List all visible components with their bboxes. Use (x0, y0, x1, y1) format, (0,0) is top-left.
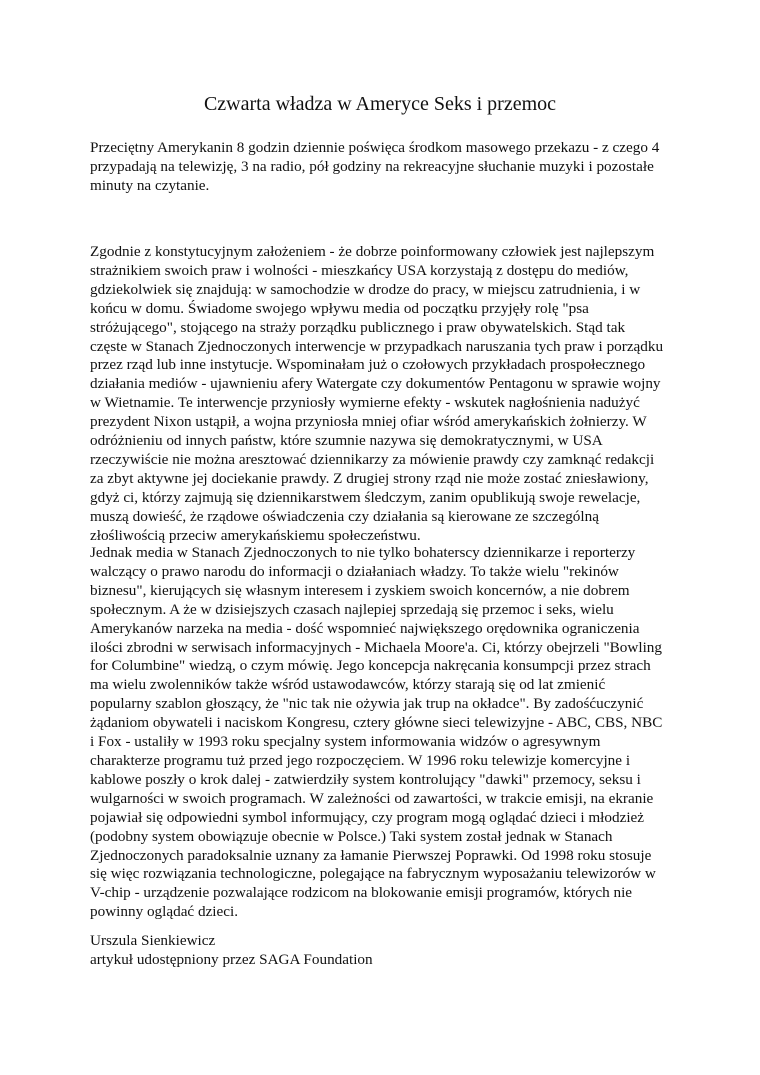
text-line: strażnikiem swoich praw i wolności - mieszkańcy USA korzystają z dostępu do mediów, (90, 261, 629, 279)
text-line: for Columbine" wiedzą, o czym mówię. Jego koncepcja nakręcania konsumpcji przez strach (90, 657, 651, 675)
text-line: ma wielu zwolenników także wśród ustawodawców, którzy starają się od lat zmienić (90, 676, 606, 694)
text-line: V-chip - urządzenie pozwalające rodzicom na blokowanie emisji programów, których nie (90, 884, 633, 902)
text-line: kablowe poszły o krok dalej - zatwierdziły system kontrolujący "dawki" przemocy, seksu i (90, 770, 641, 788)
text-line: powinny oglądać dzieci. (90, 903, 239, 921)
text-line: końcu w domu. Świadome swojego wpływu media od początku przyjęły rolę "psa (90, 299, 589, 317)
paragraph-intro (90, 139, 675, 196)
text-line: przypadają na telewizję, 3 na radio, pół godziny na rekreacyjne słuchanie muzyki i pozostałe (90, 157, 654, 175)
signature-block (90, 932, 675, 970)
text-line: złośliwością przeciw amerykańskiemu społeczeństwu. (90, 526, 421, 544)
paragraph-watchdog (90, 243, 675, 546)
page-title: Czwarta władza w Ameryce Seks i przemoc (203, 93, 557, 115)
text-line: (podobny system obowiązuje obecnie w Polsce.) Taki system został jednak w Stanach (90, 827, 613, 845)
text-line: stróżującego", stojącego na straży porządku publicznego i praw obywatelskich. Stąd tak (90, 318, 626, 336)
text-line: minuty na czytanie. (90, 176, 210, 194)
text-line: żądaniom obywateli i naciskom Kongresu, cztery główne sieci telewizyjne - ABC, CBS, NBC (90, 714, 663, 732)
text-line: społecznym. A że w dzisiejszych czasach najlepiej sprzedają się przemoc i seks, wielu (90, 600, 614, 618)
text-line: wulgarności w swoich programach. W zależności od zawartości, w trakcie emisji, na ekranie (90, 789, 654, 807)
text-line: się więc rozwiązania technologiczne, polegające na fabrycznym wyposażaniu telewizorów w (90, 865, 656, 883)
text-line: pojawiał się odpowiedni symbol informujący, czy program mogą oglądać dzieci i młodzież (90, 808, 645, 826)
source-note: artykuł udostępniony przez SAGA Foundation (90, 950, 373, 968)
text-line: za zbyt aktywne jej dociekanie prawdy. Z drugiej strony rząd nie może zostać zniesławiony, (90, 469, 649, 487)
text-line: i Fox - ustaliły w 1993 roku specjalny system informowania widzów o agresywnym (90, 733, 601, 751)
text-line: popularny szablon głoszący, że "nic tak nie ożywia jak trup na okładce". By zadośćuczynić (90, 695, 644, 713)
text-line: muszą dowieść, że rządowe oświadczenia czy działania są kierowane ze szczególną (90, 507, 599, 525)
text-line: gdziekolwiek się znajdują: w samochodzie w drodze do pracy, w miejscu zatrudnienia, i w (90, 280, 641, 298)
text-line: ilości zbrodni w serwisach informacyjnych - Michaela Moore'a. Ci, którzy obejrzeli "Bowling (90, 638, 662, 656)
text-line: walczący o prawo narodu do informacji o działaniach władzy. To także wielu "rekinów (90, 562, 619, 580)
text-line: Zgodnie z konstytucyjnym założeniem - że dobrze poinformowany człowiek jest najlepszym (90, 243, 655, 260)
text-line: przez rząd lub inne instytucje. Wspominałam już o czołowych przykładach prospołecznego (90, 356, 646, 374)
text-line: prezydent Nixon ustąpił, a wojna przyniosła mniej ofiar wśród amerykańskich żołnierzy. W (90, 413, 647, 431)
text-line: rzeczywiście nie można aresztować dziennikarzy za mówienie prawdy czy zamknąć redakcji (90, 450, 655, 468)
text-line: Przeciętny Amerykanin 8 godzin dziennie poświęca środkom masowego przekazu - z czego 4 (90, 139, 660, 156)
text-line: odróżnieniu od innych państw, które szumnie nazywa się demokratycznymi, w USA (90, 432, 603, 450)
text-line: gdyż ci, którzy zajmują się dziennikarstwem śledczym, zanim opublikują swoje rewelacje, (90, 488, 641, 506)
text-line: Amerykanów narzeka na media - dość wspomnieć największego orędownika ograniczenia (90, 619, 640, 637)
text-line: Jednak media w Stanach Zjednoczonych to nie tylko bohaterscy dziennikarze i reporterzy (90, 544, 636, 561)
text-line: działania mediów - ujawnieniu afery Watergate czy dokumentów Pentagonu w sprawie wojny (90, 375, 661, 393)
author-name: Urszula Sienkiewicz (90, 932, 216, 949)
text-line: Zjednoczonych paradoksalnie uznany za łamanie Pierwszej Poprawki. Od 1998 roku stosuje (90, 846, 652, 864)
paragraph-violence (90, 544, 675, 922)
text-line: częste w Stanach Zjednoczonych interwencje w przypadkach naruszania tych praw i porządku (90, 337, 664, 355)
text-line: charakterze programu tuż przed jego rozpoczęciem. W 1996 roku telewizje komercyjne i (90, 751, 631, 769)
text-line: biznesu", kierujących się własnym interesem i zyskiem swoich koncernów, a nie dobrem (90, 581, 630, 599)
text-line: w Wietnamie. Te interwencje przyniosły wymierne efekty - wskutek nagłośnienia nadużyć (90, 394, 640, 412)
